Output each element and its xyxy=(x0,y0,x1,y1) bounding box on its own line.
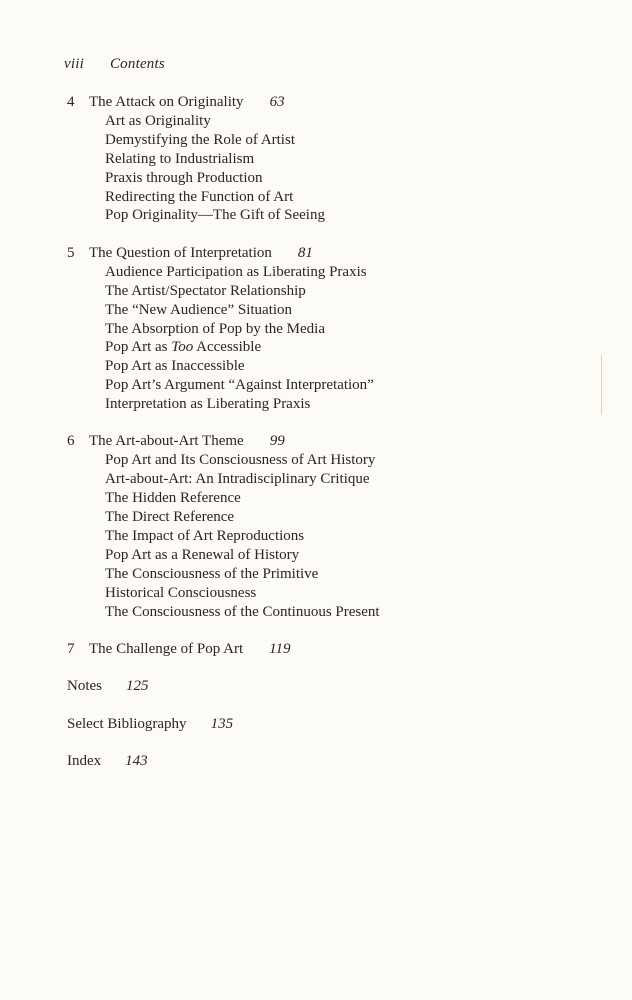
table-of-contents xyxy=(67,93,587,790)
section-title: Interpretation as Liberating Praxis xyxy=(105,396,311,413)
section-title: Pop Art and Its Consciousness of Art History xyxy=(105,452,376,469)
chapter-entry xyxy=(67,640,587,659)
section-title: Pop Art as a Renewal of History xyxy=(105,546,300,563)
back-matter-title: Notes xyxy=(67,678,102,695)
section-title: The Consciousness of the Continuous Present xyxy=(105,603,380,620)
section-title: The “New Audience” Situation xyxy=(105,301,293,318)
section-list xyxy=(67,112,587,225)
section-title: Art as Originality xyxy=(105,113,211,129)
back-matter-entry xyxy=(67,677,587,696)
running-head xyxy=(64,56,165,73)
section-title: The Artist/Spectator Relationship xyxy=(105,282,306,299)
section-text: Accessible xyxy=(193,339,262,356)
chapter-page-number: 81 xyxy=(297,244,313,261)
page-folio: viii xyxy=(64,56,84,72)
chapter-title: The Question of Interpretation xyxy=(89,244,272,261)
section-title: The Impact of Art Reproductions xyxy=(105,528,305,545)
chapter-number: 4 xyxy=(67,94,75,110)
chapter-heading xyxy=(67,640,587,659)
section-title: The Hidden Reference xyxy=(105,490,241,507)
chapter-page-number: 63 xyxy=(269,94,285,110)
section-title: Praxis through Production xyxy=(105,169,263,186)
section-title xyxy=(105,338,587,357)
section-title: The Direct Reference xyxy=(105,509,235,526)
section-title: Pop Art’s Argument “Against Interpretation” xyxy=(105,377,374,394)
chapter-page-number: 119 xyxy=(269,640,291,657)
chapter-number: 7 xyxy=(67,640,75,657)
chapter-entry xyxy=(67,244,587,414)
chapter-heading xyxy=(67,93,587,112)
back-matter-list xyxy=(67,677,587,771)
section-title: Demystifying the Role of Artist xyxy=(105,131,295,148)
chapter-list xyxy=(67,93,587,659)
section-title: The Absorption of Pop by the Media xyxy=(105,320,325,337)
chapter-heading xyxy=(67,244,587,263)
back-matter-page-number: 125 xyxy=(126,678,149,695)
section-list xyxy=(67,451,587,621)
chapter-number: 6 xyxy=(67,433,75,450)
section-title: Relating to Industrialism xyxy=(105,150,255,167)
back-matter-entry xyxy=(67,752,587,771)
chapter-title: The Challenge of Pop Art xyxy=(89,640,244,657)
section-list xyxy=(67,263,587,414)
chapter-title: The Art-about-Art Theme xyxy=(89,433,244,450)
back-matter-page-number: 143 xyxy=(125,753,148,770)
back-matter-title: Select Bibliography xyxy=(67,715,187,732)
section-emphasis: Too xyxy=(171,339,194,356)
back-matter-page-number: 135 xyxy=(210,715,234,732)
back-matter-entry xyxy=(67,715,587,734)
chapter-entry xyxy=(67,93,587,225)
section-title: Audience Participation as Liberating Praxis xyxy=(105,263,367,280)
section-title: Historical Consciousness xyxy=(105,584,257,601)
chapter-number: 5 xyxy=(67,244,75,261)
running-head-title: Contents xyxy=(109,56,165,72)
back-matter-title: Index xyxy=(67,753,102,770)
section-title: Pop Originality—The Gift of Seeing xyxy=(105,207,325,224)
chapter-heading xyxy=(67,432,587,451)
section-title: Redirecting the Function of Art xyxy=(105,188,294,205)
chapter-title: The Attack on Originality xyxy=(89,94,244,110)
page-edge-mark xyxy=(601,355,602,415)
section-text: Pop Art as xyxy=(105,339,172,356)
chapter-page-number: 99 xyxy=(269,433,285,450)
chapter-entry xyxy=(67,432,587,621)
section-title: Pop Art as Inaccessible xyxy=(105,358,245,375)
section-title: The Consciousness of the Primitive xyxy=(105,565,319,582)
section-title: Art-about-Art: An Intradisciplinary Critique xyxy=(105,471,370,488)
